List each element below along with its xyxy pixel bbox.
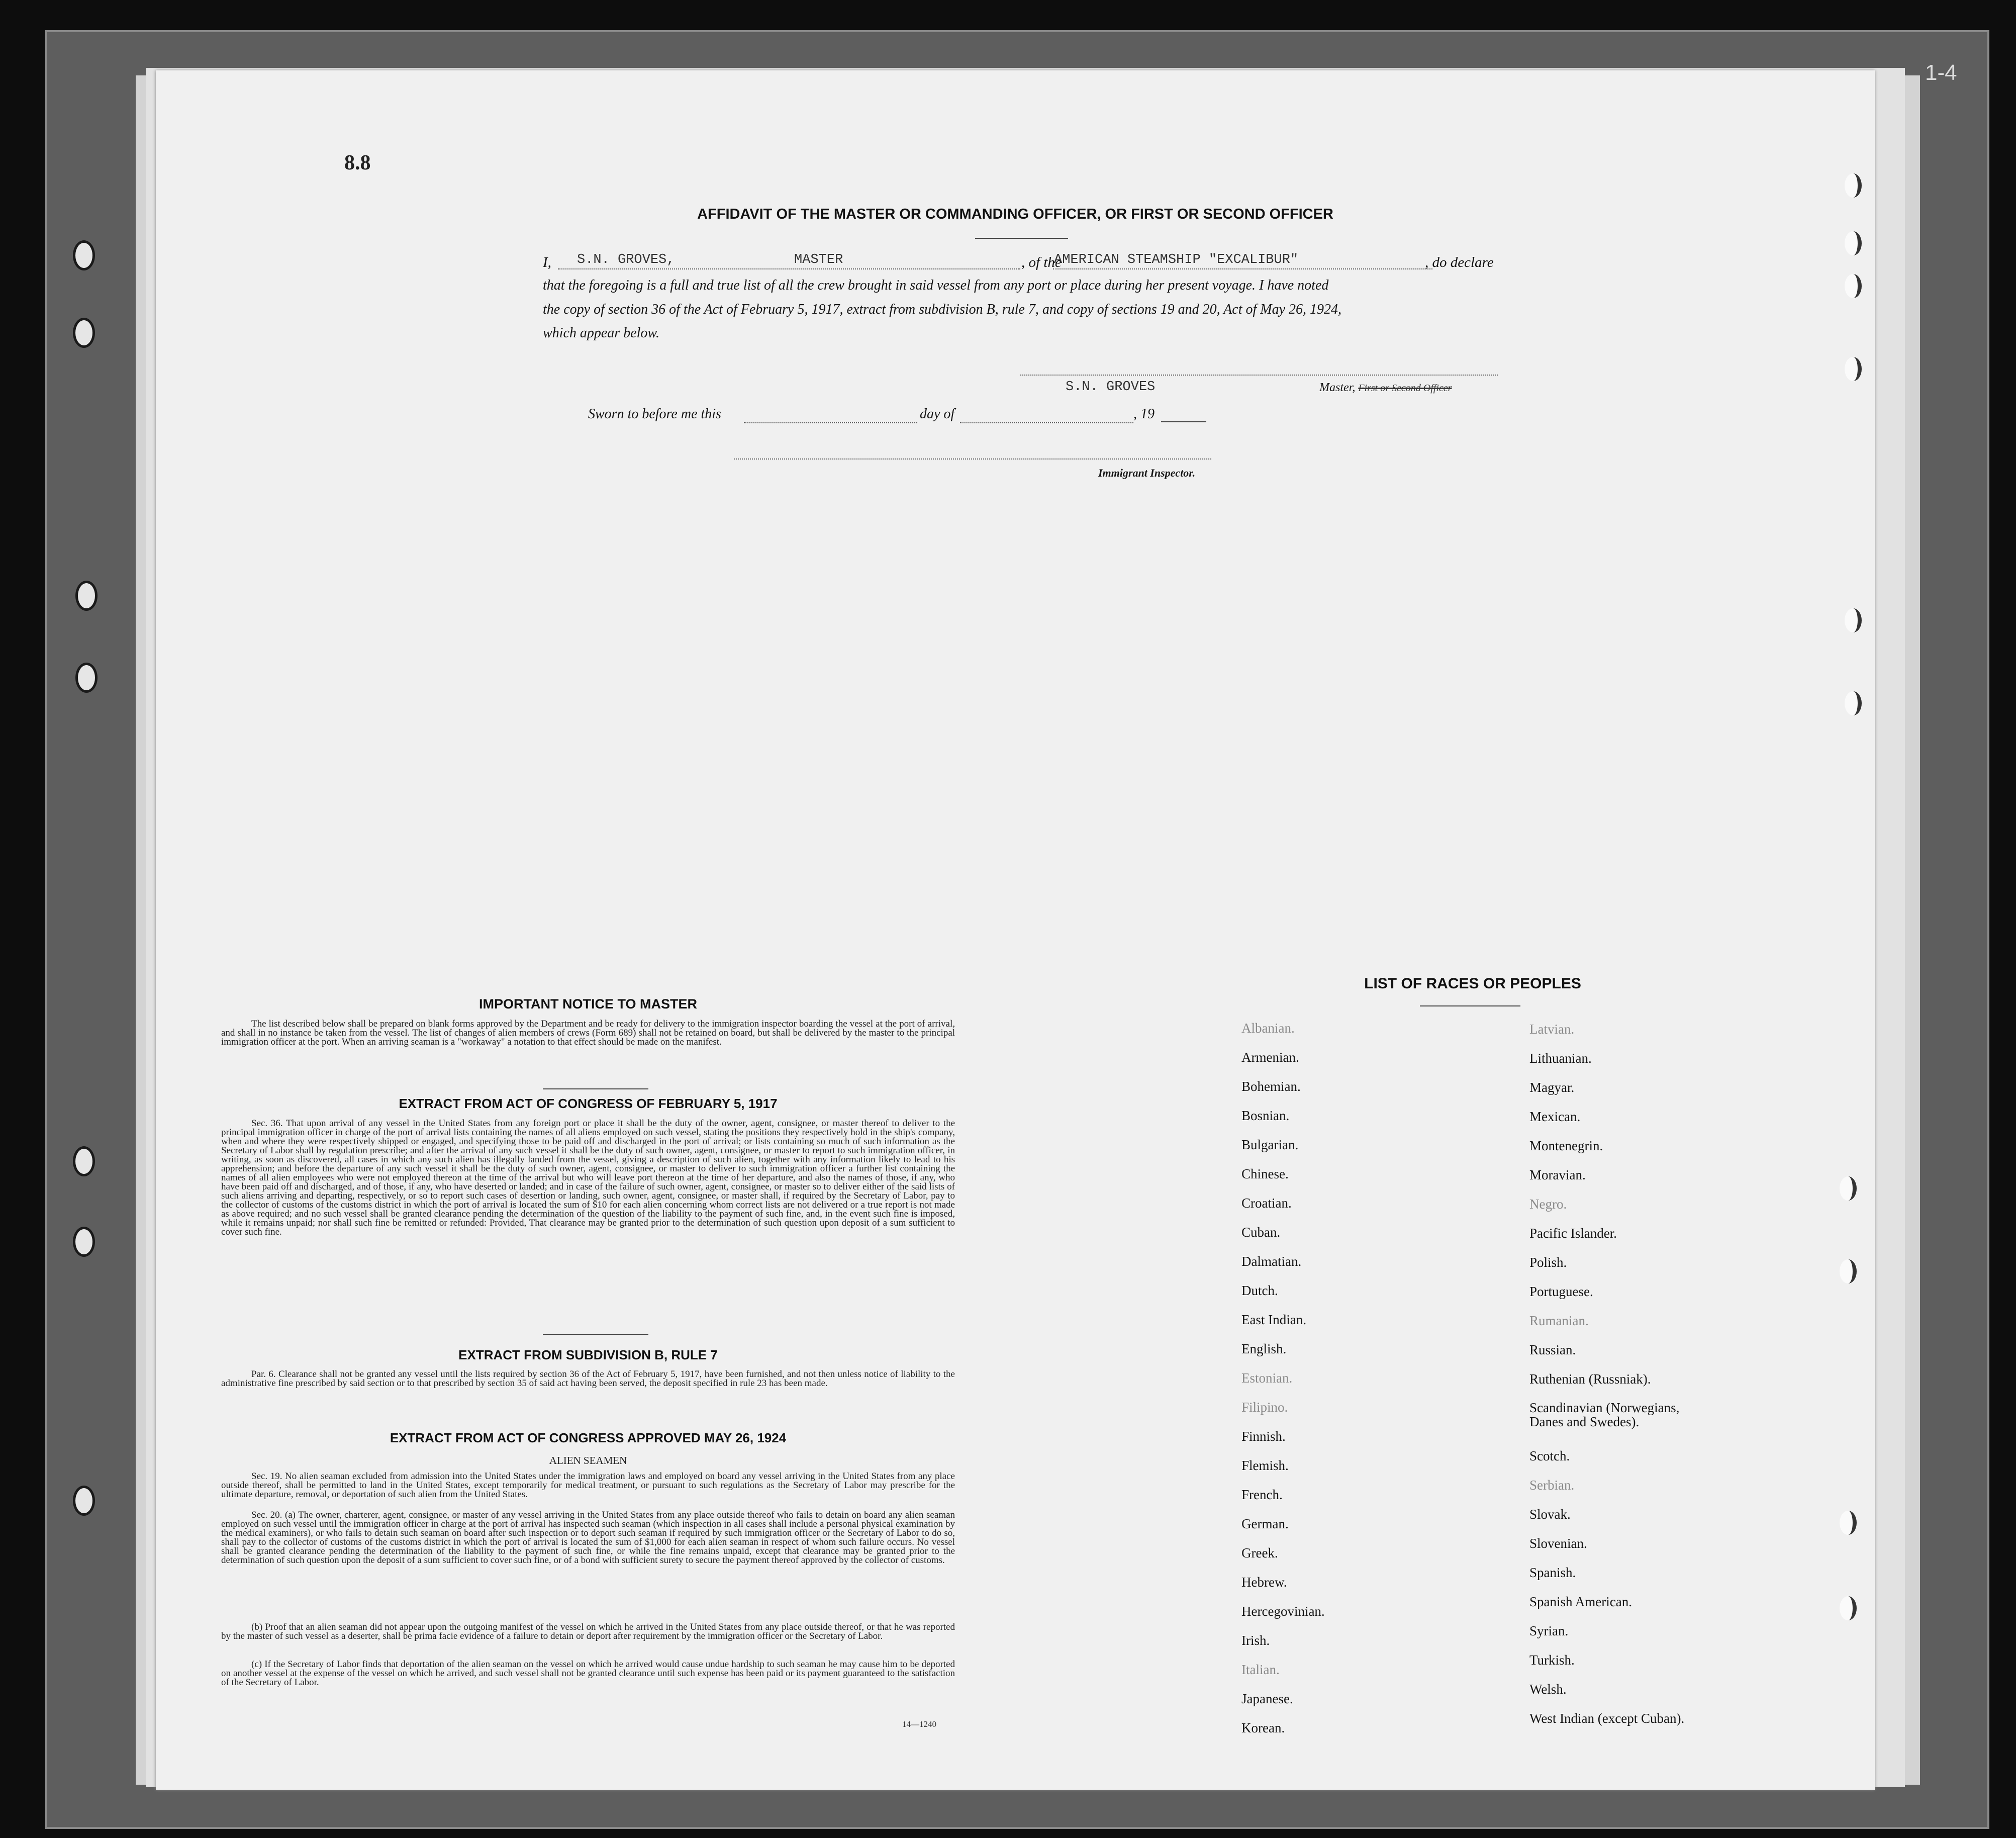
inspector-signature-line <box>734 458 1211 459</box>
race-item: Slovak. <box>1529 1507 1571 1522</box>
signature-role <box>1319 381 1452 395</box>
race-item: Russian. <box>1529 1342 1576 1357</box>
extract-1924-subtitle: ALIEN SEAMEN <box>549 1454 627 1466</box>
punch-hole <box>1840 1176 1857 1201</box>
binder-hole <box>73 240 95 270</box>
signature-role-struck: First or Second Officer <box>1358 383 1452 394</box>
race-item: Scandinavian (Norwegians, Danes and Swedes). <box>1529 1400 1680 1429</box>
race-item: French. <box>1241 1487 1283 1502</box>
race-item: Montenegrin. <box>1529 1138 1603 1153</box>
race-item: Serbian. <box>1529 1478 1575 1493</box>
sec20c-body: (c) If the Secretary of Labor finds that deportation of the alien seaman on the vessel on which he arrived would cause undue hardship to such seaman he may cause him to be deported on another vessel at the expense of the vessel on which he arrived, and such vessel shall not be granted clearance until such expense has been paid or its payment guaranteed to the satisfaction of the Secretary of Labor. <box>221 1659 955 1688</box>
divider <box>975 238 1068 239</box>
divider <box>1420 1005 1520 1006</box>
race-item: English. <box>1241 1341 1287 1356</box>
race-item: Spanish American. <box>1529 1594 1632 1609</box>
affidavit-line-3: the copy of section 36 of the Act of February 5, 1917, extract from subdivision B, rule 7, and copy of sections 19 and 20, Act of May 26, 1924, <box>543 302 1342 317</box>
race-item: Negro. <box>1529 1197 1567 1212</box>
race-item: Bulgarian. <box>1241 1137 1299 1152</box>
race-item: Greek. <box>1241 1545 1278 1560</box>
race-item: Italian. <box>1241 1662 1280 1677</box>
sec20a-body: Sec. 20. (a) The owner, charterer, agent, consignee, or master of any vessel arriving in the United States from any place outside thereof who fails to detain on board any alien seaman employed on such vessel until the immigration officer in charge at the port of arrival has inspected such seaman (which inspection in all cases shall include a personal physical examination by the medical examiners), or who fails to detain such seaman on board after such inspection or to deport such seaman if required by such immigration officer or the Secretary of Labor to do so, shall pay to the collector of customs of the customs district in which the port of arrival is located the sum of $1,000 for each alien seaman in respect of whom such failure occurs. No vessel shall be granted clearance pending the determination of the liability to the payment of such fine, or while the fine remains unpaid, except that clearance may be granted prior to the determination of such question upon the deposit of a sum sufficient to cover such fine, or of a bond with sufficient surety to secure the payment thereof approved by the collector of customs. <box>221 1510 955 1566</box>
race-item: Croatian. <box>1241 1196 1292 1211</box>
race-item: Magyar. <box>1529 1080 1575 1095</box>
race-item: Rumanian. <box>1529 1313 1589 1328</box>
notice-title: IMPORTANT NOTICE TO MASTER <box>479 996 697 1012</box>
race-item: Turkish. <box>1529 1652 1575 1668</box>
affidavit-line-2: that the foregoing is a full and true list of all the crew brought in said vessel from any port or place during her present voyage. I have noted <box>543 278 1329 293</box>
race-item: Slovenian. <box>1529 1536 1587 1551</box>
race-item: Scotch. <box>1529 1448 1570 1463</box>
i-label: I, <box>543 254 551 270</box>
corner-mark: 8.8 <box>344 151 371 174</box>
rule7-title: EXTRACT FROM SUBDIVISION B, RULE 7 <box>458 1347 718 1362</box>
punch-hole <box>1845 274 1862 298</box>
sworn-label: Sworn to before me this <box>588 406 721 422</box>
race-item: East Indian. <box>1241 1312 1306 1327</box>
punch-hole <box>1845 231 1862 255</box>
race-item: Polish. <box>1529 1255 1567 1270</box>
binder-hole <box>73 1486 95 1516</box>
year-line <box>1161 421 1206 422</box>
affidavit-title: AFFIDAVIT OF THE MASTER OR COMMANDING OFFICER, OR FIRST OR SECOND OFFICER <box>697 206 1333 222</box>
race-item: Cuban. <box>1241 1225 1281 1240</box>
dotted-line <box>1053 268 1432 269</box>
of-the-label: , of the <box>1021 254 1062 270</box>
punch-hole <box>1840 1259 1857 1283</box>
signature-line <box>1020 375 1498 376</box>
dotted-line <box>960 422 1133 423</box>
master-rank: MASTER <box>794 252 843 267</box>
affidavit-line-4: which appear below. <box>543 325 660 341</box>
race-item: Moravian. <box>1529 1167 1586 1182</box>
divider <box>543 1334 648 1335</box>
binder-hole <box>73 318 95 348</box>
punch-hole <box>1845 357 1862 381</box>
extract-1917-title: EXTRACT FROM ACT OF CONGRESS OF FEBRUARY 5, 1917 <box>399 1096 778 1111</box>
race-item: Dalmatian. <box>1241 1254 1302 1269</box>
sec19-body: Sec. 19. No alien seaman excluded from admission into the United States under the immigration laws and employed on board any vessel arriving in the United States from any place outside thereof, shall be permitted to land in the United States, except temporarily for medical treatment, or pursuant to such regulations as the Secretary of Labor may prescribe for the ultimate departure, removal, or deportation of such alien from the United States. <box>221 1471 955 1500</box>
race-item: Ruthenian (Russniak). <box>1529 1371 1651 1387</box>
race-item: Estonian. <box>1241 1370 1293 1386</box>
race-item: Flemish. <box>1241 1458 1289 1473</box>
dotted-line <box>744 422 917 423</box>
race-item: Hercegovinian. <box>1241 1604 1325 1619</box>
inspector-label: Immigrant Inspector. <box>1098 467 1196 479</box>
rule7-body: Par. 6. Clearance shall not be granted any vessel until the lists required by section 36 of the Act of February 5, 1917, have been furnished, and not then unless notice of liability to the administrative fine prescribed by said section or to that prescribed by section 35 of said act having been served, the deposit specified in rule 23 has been made. <box>221 1369 955 1389</box>
race-item: Finnish. <box>1241 1429 1286 1444</box>
divider <box>543 1088 648 1089</box>
binder-hole <box>75 663 98 693</box>
binder-hole <box>73 1146 95 1176</box>
scan-mark: 1-4 <box>1925 60 1957 85</box>
extract-1924-title: EXTRACT FROM ACT OF CONGRESS APPROVED MAY 26, 1924 <box>390 1430 787 1445</box>
race-item: Bohemian. <box>1241 1079 1301 1094</box>
race-item: Albanian. <box>1241 1021 1295 1036</box>
punch-hole <box>1845 691 1862 715</box>
race-item: Spanish. <box>1529 1565 1576 1580</box>
race-item: Chinese. <box>1241 1166 1289 1181</box>
race-item: Dutch. <box>1241 1283 1278 1298</box>
race-item: Irish. <box>1241 1633 1270 1648</box>
punch-hole <box>1840 1511 1857 1535</box>
race-item: Mexican. <box>1529 1109 1581 1124</box>
race-item: Pacific Islander. <box>1529 1226 1617 1241</box>
notice-body: The list described below shall be prepared on blank forms approved by the Department and be ready for delivery to the immigration inspector boarding the vessel at the port of arrival, and shall in no instance be taken from the vessel. The list of changes of alien members of crews (Form 689) shall not be retained on board, but shall be delivered by the master to the principal immigration officer at the port. When an arriving seaman is a "workaway" a notation to that effect should be made on the manifest. <box>221 1019 955 1047</box>
punch-hole <box>1845 173 1862 198</box>
sec20b-body: (b) Proof that an alien seaman did not appear upon the outgoing manifest of the vessel on which he arrived in the United States from any place outside thereof, or that he was reported by the master of such vessel as a deserter, shall be prima facie evidence of a failure to detain or deport after requirement by the immigration officer or the Secretary of Labor. <box>221 1622 955 1641</box>
race-item: Korean. <box>1241 1720 1285 1735</box>
year-label: , 19 <box>1133 406 1155 422</box>
vessel-name: AMERICAN STEAMSHIP "EXCALIBUR" <box>1054 252 1299 267</box>
race-item: Hebrew. <box>1241 1575 1287 1590</box>
dotted-line <box>558 268 1020 269</box>
race-item: German. <box>1241 1516 1289 1531</box>
race-item: Syrian. <box>1529 1623 1569 1638</box>
race-item: Lithuanian. <box>1529 1051 1592 1066</box>
affidavit-line-1 <box>543 251 1498 271</box>
do-declare: , do declare <box>1425 254 1494 270</box>
race-item: Welsh. <box>1529 1682 1567 1697</box>
form-number: 14—1240 <box>902 1719 936 1729</box>
extract-1917-body: Sec. 36. That upon arrival of any vessel in the United States from any foreign port or place it shall be the duty of the owner, agent, consignee, or master thereof to deliver to the principal immigration officer in charge of the port of arrival lists containing the names of all aliens employed on such vessel, stating the positions they respectively hold in the ship's company, when and where they were respectively shipped or engaged, and specifying those to be paid off and discharged in the port of arrival; or lists containing so much of such information as the Secretary of Labor shall by regulation prescribe; and after the arrival of any such vessel it shall be the duty of such owner, agent, consignee, or master to report to such immigration officer, in writing, as soon as discovered, all cases in which any such alien has illegally landed from the vessel, giving a description of such alien, together with any information likely to lead to his apprehension; and before the departure of any such vessel it shall be the duty of such owner, agent, consignee, or master to deliver to such immigration officer a further list containing the names of all alien employees who were not employed thereon at the time of the arrival but who will leave port thereon at the time of her departure, and also the names of those, if any, who have been paid off and discharged, and of those, if any, who have deserted or landed; and in case of the failure of such owner, agent, consignee, or master so to deliver either of the said lists of such aliens arriving and departing, respectively, or so to report such cases of desertion or landing, such owner, agent, consignee, or master shall, if required by the Secretary of Labor, pay to the collector of customs of the customs district in which the port of arrival is located the sum of $10 for each alien concerning whom correct lists are not delivered or a true report is not made as above required; and no such vessel shall be granted clearance pending the determination of the question of the liability to the payment of such fine, and, in the event such fine is imposed, while it remains unpaid; nor shall such fine be remitted or refunded: Provided, That clearance may be granted prior to the determination of such question upon deposit of a sum sufficient to cover such fine. <box>221 1118 955 1237</box>
master-signature: S.N. GROVES <box>1066 380 1156 395</box>
punch-hole <box>1845 608 1862 632</box>
race-item: West Indian (except Cuban). <box>1529 1711 1685 1726</box>
race-item: Filipino. <box>1241 1400 1288 1415</box>
race-item: Bosnian. <box>1241 1108 1290 1123</box>
master-name: S.N. GROVES, <box>577 252 675 267</box>
punch-hole <box>1840 1596 1857 1620</box>
race-item: Armenian. <box>1241 1050 1299 1065</box>
race-item: Japanese. <box>1241 1691 1293 1706</box>
races-title: LIST OF RACES OR PEOPLES <box>1364 975 1581 992</box>
race-item: Portuguese. <box>1529 1284 1593 1299</box>
race-item: Latvian. <box>1529 1022 1575 1037</box>
binder-hole <box>73 1227 95 1257</box>
day-of-label: day of <box>920 406 955 422</box>
signature-role-master: Master, <box>1319 381 1356 394</box>
binder-hole <box>75 581 98 611</box>
